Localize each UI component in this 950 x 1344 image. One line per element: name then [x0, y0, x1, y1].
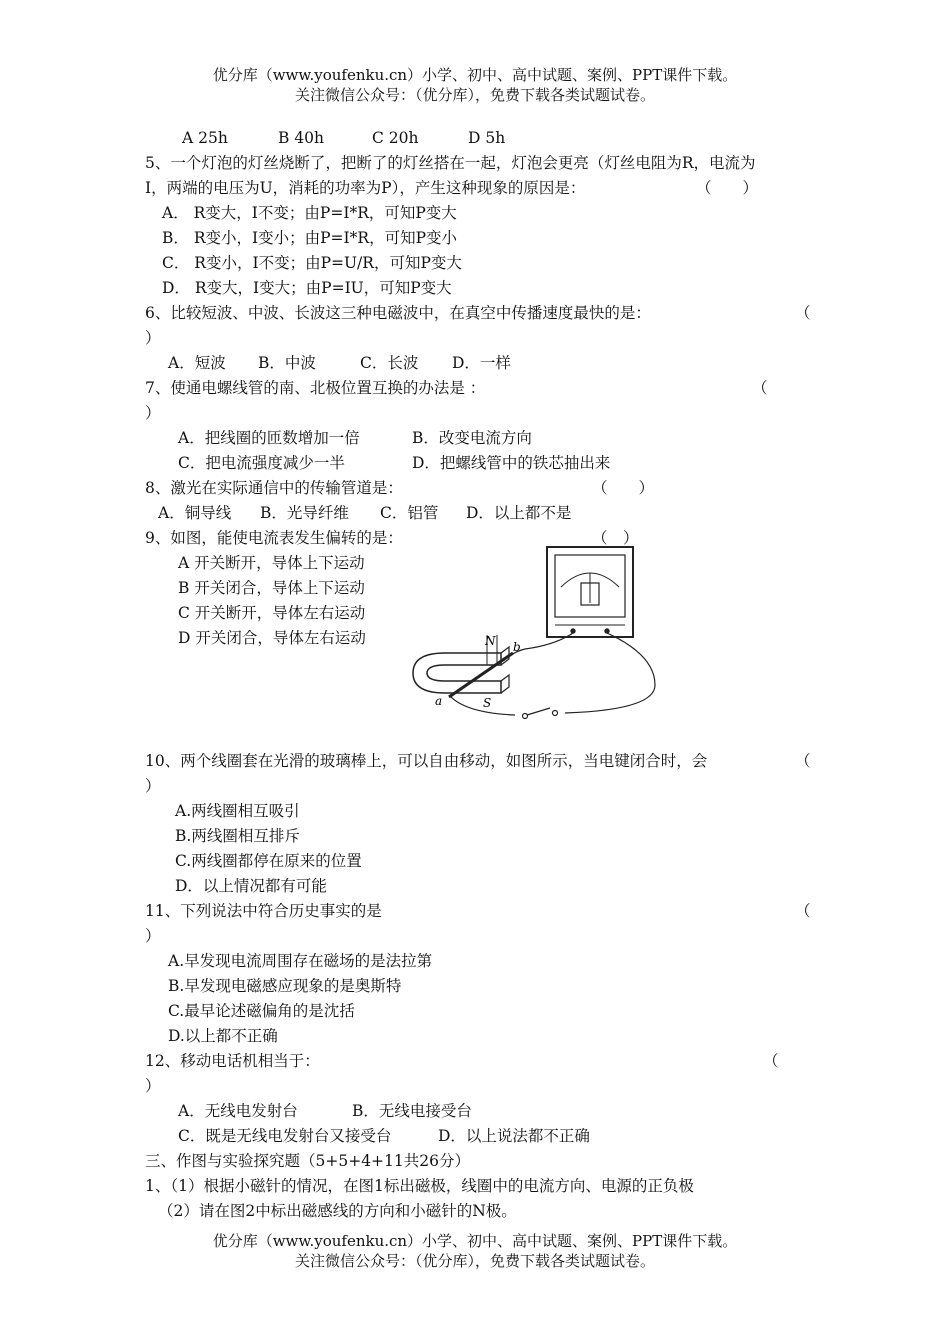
q11-stem: 11、下列说法中符合历史事实的是	[145, 902, 382, 920]
q8-stem: 8、激光在实际通信中的传输管道是：	[145, 479, 403, 497]
q7-option-b: B．改变电流方向	[412, 429, 532, 447]
section3-item1: 1、（1）根据小磁针的情况，在图1标出磁极，线圈中的电流方向、电源的正负极	[145, 1177, 694, 1195]
q11-paren-close: ）	[145, 927, 161, 945]
switch-icon	[523, 714, 528, 719]
q9-label-a: a	[435, 694, 443, 708]
footer-line-2: 关注微信公众号：（优分库），免费下载各类试题试卷。	[294, 1252, 655, 1270]
q6-stem: 6、比较短波、中波、长波这三种电磁波中，在真空中传播速度最快的是：	[145, 304, 651, 322]
q5-option-a: A． R变大，I不变；由P=I*R，可知P变大	[162, 204, 457, 222]
q8-option-d: D．以上都不是	[466, 504, 572, 522]
q12-paren-close: ）	[145, 1077, 161, 1095]
header-line-1: 优分库（www.youfenku.cn）小学、初中、高中试题、案例、PPT课件下载。	[212, 66, 738, 84]
q10-option-a: A.两线圈相互吸引	[175, 802, 300, 820]
q11-option-a: A.早发现电流周围存在磁场的是法拉第	[168, 952, 433, 970]
header-line-2: 关注微信公众号：（优分库），免费下载各类试题试卷。	[294, 86, 655, 104]
q9-answer-paren: （ ）	[592, 529, 639, 547]
q7-option-c: C．把电流强度减少一半	[178, 454, 345, 472]
q12-option-c: C．既是无线电发射台又接受台	[178, 1127, 392, 1145]
q10-option-d: D．以上情况都有可能	[175, 877, 327, 895]
q12-paren-open: （	[763, 1052, 779, 1070]
q12-stem: 12、移动电话机相当于：	[145, 1052, 320, 1070]
q6-option-b: B．中波	[258, 354, 316, 372]
q9-option-a: A 开关断开，导体上下运动	[178, 554, 365, 572]
q5-answer-paren: （ ）	[696, 179, 759, 197]
q6-option-a: A．短波	[168, 354, 226, 372]
q10-option-c: C.两线圈都停在原来的位置	[175, 852, 362, 870]
section3-title: 三、作图与实验探究题（5+5+4+11共26分）	[145, 1152, 470, 1170]
q9-label-b: b	[513, 640, 521, 654]
q5-stem-line2: I，两端的电压为U，消耗的功率为P），产生这种现象的原因是：	[145, 179, 586, 197]
q9-circuit-figure	[405, 545, 665, 730]
q11-paren-open: （	[795, 902, 811, 920]
q9-stem: 9、如图，能使电流表发生偏转的是：	[145, 529, 403, 547]
q7-option-a: A．把线圈的匝数增加一倍	[178, 429, 360, 447]
q4-option-a: A 25h	[182, 129, 228, 147]
section3-item2: （2）请在图2中标出磁感线的方向和小磁针的N极。	[158, 1202, 517, 1220]
q9-option-b: B 开关闭合，导体上下运动	[178, 579, 365, 597]
q4-option-d: D 5h	[468, 129, 506, 147]
q7-paren-open: （	[752, 379, 768, 397]
q4-option-b: B 40h	[278, 129, 325, 147]
q7-paren-close: ）	[145, 404, 161, 422]
q10-paren-close: ）	[145, 777, 161, 795]
conductor-rod	[449, 653, 513, 697]
q6-paren-open: （	[795, 304, 811, 322]
q11-option-b: B.早发现电磁感应现象的是奥斯特	[168, 977, 402, 995]
q7-option-d: D．把螺线管中的铁芯抽出来	[412, 454, 611, 472]
footer-line-1: 优分库（www.youfenku.cn）小学、初中、高中试题、案例、PPT课件下载。	[212, 1232, 738, 1250]
q12-option-d: D．以上说法都不正确	[438, 1127, 590, 1145]
horseshoe-magnet-icon	[413, 653, 501, 693]
q12-option-b: B．无线电接受台	[352, 1102, 472, 1120]
q12-option-a: A．无线电发射台	[178, 1102, 298, 1120]
q9-label-s: S	[483, 696, 492, 710]
q8-option-c: C．铝管	[380, 504, 439, 522]
q10-option-b: B.两线圈相互排斥	[175, 827, 300, 845]
q8-option-b: B．光导纤维	[260, 504, 349, 522]
q6-paren-close: ）	[145, 329, 161, 347]
q10-paren-open: （	[795, 752, 811, 770]
q7-stem: 7、使通电螺线管的南、北极位置互换的办法是 ：	[145, 379, 486, 397]
q6-option-c: C．长波	[360, 354, 419, 372]
q6-option-d: D．一样	[452, 354, 511, 372]
q9-option-c: C 开关断开，导体左右运动	[178, 604, 366, 622]
q5-option-d: D． R变大，I变大；由P=IU，可知P变大	[162, 279, 452, 297]
q10-stem: 10、两个线圈套在光滑的玻璃棒上，可以自由移动，如图所示，当电键闭合时，会	[145, 752, 708, 770]
q5-stem-line1: 5、一个灯泡的灯丝烧断了，把断了的灯丝搭在一起，灯泡会更亮（灯丝电阻为R，电流为	[145, 154, 756, 172]
q9-label-n: N	[485, 634, 496, 648]
q8-option-a: A．铜导线	[158, 504, 232, 522]
q5-option-b: B． R变小，I变小；由P=I*R，可知P变小	[162, 229, 458, 247]
q11-option-c: C.最早论述磁偏角的是沈括	[168, 1002, 355, 1020]
q11-option-d: D.以上都不正确	[168, 1027, 278, 1045]
q4-option-c: C 20h	[372, 129, 419, 147]
q9-option-d: D 开关闭合，导体左右运动	[178, 629, 366, 647]
q8-answer-paren: （ ）	[592, 479, 655, 497]
q5-option-c: C． R变小，I不变；由P=U/R，可知P变大	[162, 254, 462, 272]
